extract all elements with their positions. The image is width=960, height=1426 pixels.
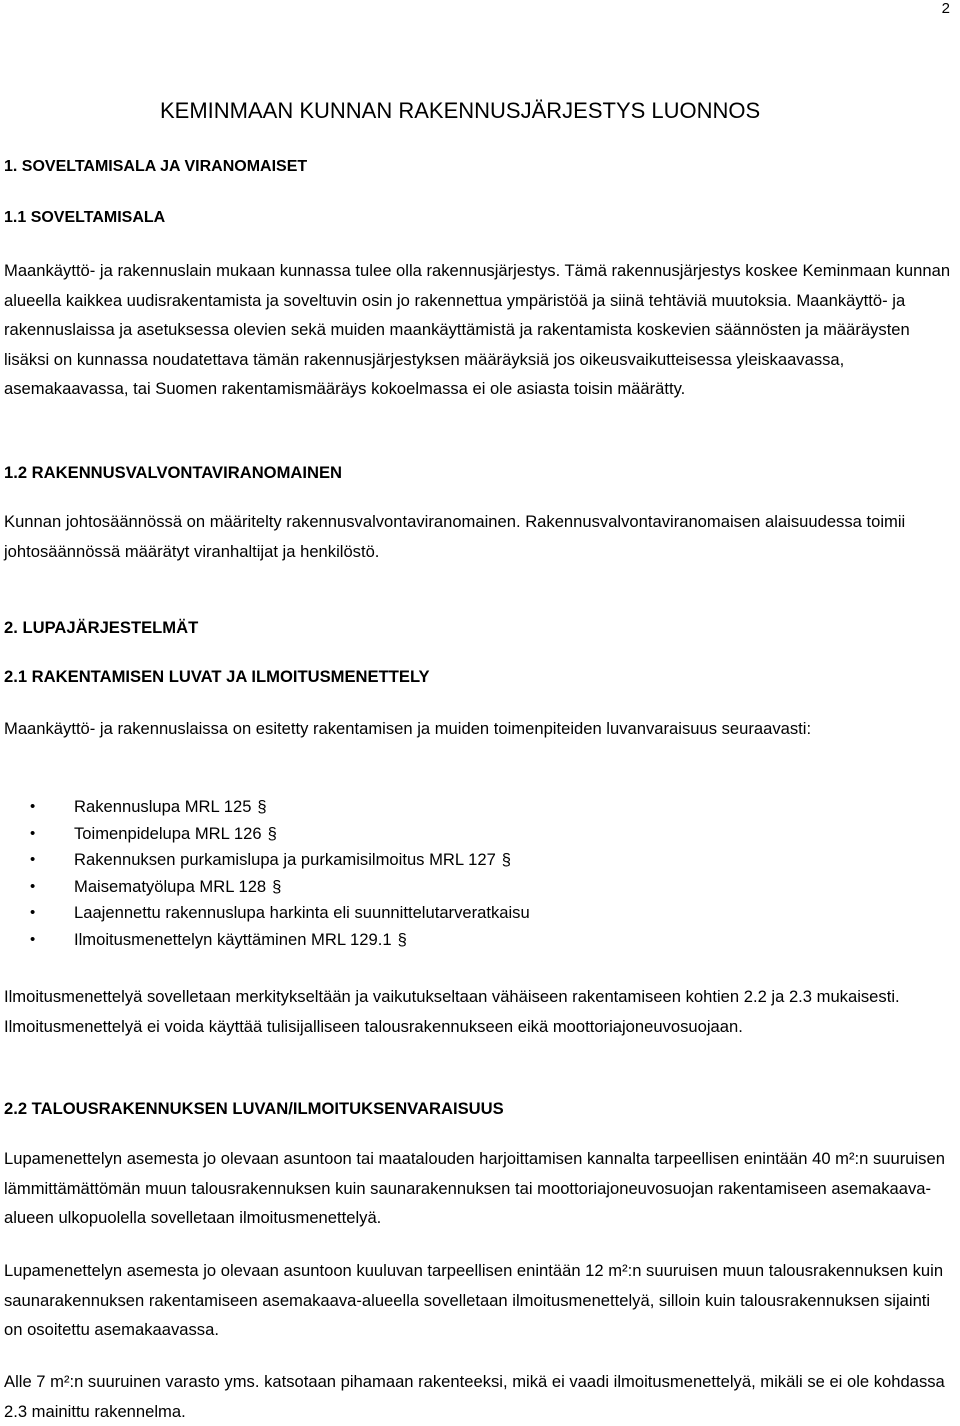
list-item-text: Rakennuksen purkamislupa ja purkamisilmoitus MRL 127 <box>74 850 496 869</box>
page-number: 2 <box>941 0 950 17</box>
section-2-2-paragraph-1: Lupamenettelyn asemesta jo olevaan asuntoon tai maatalouden harjoittamisen kannalta tarpeellisen enintään 40 m²:n suuruisen lämmittämättömän muun talousrakennuksen kuin saunarakennuksen tai moottoriajoneuvosuojan rakentamiseen asemakaava-alueen ulkopuolella sovelletaan ilmoitusmenettelyä. <box>4 1149 945 1227</box>
list-item-text: Rakennuslupa MRL 125 <box>74 797 252 816</box>
bullet-icon: • <box>30 930 36 948</box>
section-sign: § <box>257 797 267 816</box>
bullet-icon: • <box>30 824 36 842</box>
permit-list <box>30 794 910 953</box>
section-2-1-after: Ilmoitusmenettelyä sovelletaan merkitykseltään ja vaikutukseltaan vähäiseen rakentamiseen kohtien 2.2 ja 2.3 mukaisesti. Ilmoitusmenettelyä ei voida käyttää tulisijalliseen talousrakennukseen eikä moottoriajoneuvosuojaan. <box>4 987 900 1036</box>
section-2-2-paragraph-3: Alle 7 m²:n suuruinen varasto yms. katsotaan pihamaan rakenteeksi, mikä ei vaadi ilmoitusmenettelyä, mikäli se ei ole kohdassa 2.3 mainittu rakennelma. <box>4 1372 945 1421</box>
section-1-1-text-a: Maankäyttö- ja rakennuslain mukaan kunnassa tulee olla rakennusjärjestys. Tämä rakennusjärjestys koskee Keminmaan kunnan alueella kaikkea uudisrakentamista ja soveltuvin osin jo rakennettua ympäristöä ja siinä tehtäviä muutoksia. <box>4 261 951 310</box>
list-item <box>30 874 910 901</box>
list-item <box>30 927 910 954</box>
section-2-heading: 2. LUPAJÄRJESTELMÄT <box>4 618 199 637</box>
bullet-icon: • <box>30 904 36 921</box>
list-item-text: Maisematyölupa MRL 128 <box>74 876 267 896</box>
bullet-icon: • <box>30 877 36 895</box>
list-item-text: Laajennettu rakennuslupa harkinta eli suunnittelutarveratkaisu <box>74 903 530 922</box>
section-2-2-heading: 2.2 TALOUSRAKENNUKSEN LUVAN/ILMOITUKSENVARAISUUS <box>4 1099 504 1118</box>
list-item-text: Ilmoitusmenettelyn käyttäminen MRL 129.1 <box>74 929 392 949</box>
list-item <box>30 821 910 848</box>
list-item-text: Toimenpidelupa MRL 126 <box>74 823 262 843</box>
list-item <box>30 900 910 927</box>
list-item <box>30 794 910 821</box>
section-sign: § <box>272 876 282 896</box>
bullet-icon: • <box>30 851 36 868</box>
list-item <box>30 847 910 874</box>
section-2-1-intro: Maankäyttö- ja rakennuslaissa on esitetty rakentamisen ja muiden toimenpiteiden luvanvaraisuus seuraavasti: <box>4 719 812 738</box>
section-1-1-heading: 1.1 SOVELTAMISALA <box>4 209 166 226</box>
section-1-2-heading: 1.2 RAKENNUSVALVONTAVIRANOMAINEN <box>4 463 343 482</box>
section-1-2-paragraph: Kunnan johtosäännössä on määritelty rakennusvalvontaviranomainen. Rakennusvalvontaviranomaisen alaisuudessa toimii johtosäännössä määrätyt viranhaltijat ja henkilöstö. <box>4 512 906 561</box>
section-sign: § <box>397 929 407 949</box>
section-2-2-paragraph-2: Lupamenettelyn asemesta jo olevaan asuntoon kuuluvan tarpeellisen enintään 12 m²:n suuruisen muun talousrakennuksen kuin saunarakennuksen rakentamiseen asemakaava-alueella sovelletaan ilmoitusmenettelyä, silloin kuin talousrakennuksen sijainti on osoitettu asemakaavassa. <box>4 1261 944 1339</box>
section-2-1-heading: 2.1 RAKENTAMISEN LUVAT JA ILMOITUSMENETTELY <box>4 667 430 686</box>
section-sign: § <box>501 850 512 869</box>
section-1-heading: 1. SOVELTAMISALA JA VIRANOMAISET <box>4 158 308 175</box>
section-sign: § <box>267 823 277 843</box>
section-1-1-text-b: Maankäyttö- ja rakennuslaissa ja asetuksessa olevien sekä muiden maankäyttämistä ja rakentamista koskevien säännösten ja määräysten lisäksi on kunnassa noudatettava tämän rakennusjärjestyksen määräyksiä jos oikeusvaikutteisessa yleiskaavassa, asemakaavassa, tai Suomen rakentamismääräys kokoelmassa ei ole asiasta toisin määrätty. <box>4 290 910 398</box>
section-1-1-paragraph <box>4 256 952 404</box>
document-title: KEMINMAAN KUNNAN RAKENNUSJÄRJESTYS LUONNOS <box>160 98 761 123</box>
bullet-icon: • <box>30 798 36 815</box>
